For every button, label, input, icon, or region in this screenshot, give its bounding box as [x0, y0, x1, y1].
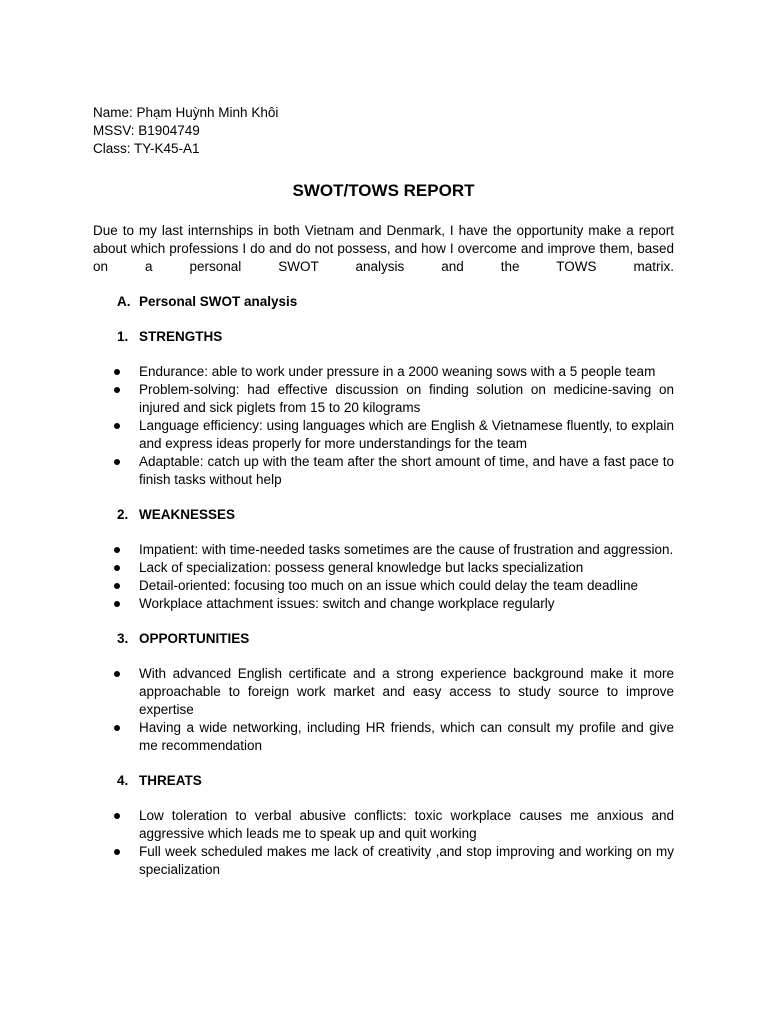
student-class: Class: TY-K45-A1 — [93, 141, 200, 156]
bullet-icon — [114, 813, 120, 819]
section-a-heading — [93, 293, 674, 311]
bullet-icon — [114, 565, 120, 571]
opportunities-heading — [93, 630, 674, 648]
bullet-icon — [114, 725, 120, 731]
list-item: Adaptable: catch up with the team after the short amount of time, and have a fast pace to finish tasks without help — [93, 453, 674, 489]
opportunities-list — [93, 665, 674, 755]
threats-heading — [93, 772, 674, 790]
bullet-icon — [114, 601, 120, 607]
list-item: Full week scheduled makes me lack of creativity ,and stop improving and working on my specialization — [93, 843, 674, 879]
bullet-icon — [114, 547, 120, 553]
list-item: Language efficiency: using languages which are English & Vietnamese fluently, to explain and express ideas properly for more understandings for the team — [93, 417, 674, 453]
weaknesses-heading — [93, 506, 674, 524]
section-number: 4. — [117, 773, 129, 788]
bullet-icon — [114, 849, 120, 855]
weaknesses-list — [93, 541, 674, 613]
threats-list — [93, 807, 674, 879]
list-item: Having a wide networking, including HR friends, which can consult my profile and give me recommendation — [93, 719, 674, 755]
strengths-list — [93, 363, 674, 489]
section-number: 2. — [117, 507, 129, 522]
list-item: Endurance: able to work under pressure in a 2000 weaning sows with a 5 people team — [93, 363, 674, 381]
bullet-icon — [114, 671, 120, 677]
section-label: OPPORTUNITIES — [139, 631, 250, 646]
bullet-icon — [114, 423, 120, 429]
bullet-icon — [114, 459, 120, 465]
report-title: SWOT/TOWS REPORT — [292, 181, 475, 200]
section-a-marker: A. — [117, 294, 131, 309]
intro-paragraph: Due to my last internships in both Vietnam and Denmark, I have the opportunity make a report about which professions I do and do not possess, and how I overcome and improve them, based on a personal SWOT analysis and the TOWS matrix. — [93, 223, 674, 274]
section-label: WEAKNESSES — [139, 507, 236, 522]
list-item: With advanced English certificate and a strong experience background make it more approachable to foreign work market and easy access to study source to improve expertise — [93, 665, 674, 719]
student-id: MSSV: B1904749 — [93, 123, 200, 138]
list-item: Lack of specialization: possess general knowledge but lacks specialization — [93, 559, 674, 577]
list-item: Low toleration to verbal abusive conflicts: toxic workplace causes me anxious and aggressive which leads me to speak up and quit working — [93, 807, 674, 843]
strengths-heading — [93, 328, 674, 346]
list-item: Impatient: with time-needed tasks sometimes are the cause of frustration and aggression. — [93, 541, 674, 559]
section-label: THREATS — [139, 773, 202, 788]
section-a-label: Personal SWOT analysis — [139, 294, 298, 309]
bullet-icon — [114, 387, 120, 393]
section-number: 1. — [117, 329, 129, 344]
student-name: Name: Phạm Huỳnh Minh Khôi — [93, 105, 279, 120]
list-item: Problem-solving: had effective discussion on finding solution on medicine-saving on injured and sick piglets from 15 to 20 kilograms — [93, 381, 674, 417]
section-number: 3. — [117, 631, 129, 646]
list-item: Workplace attachment issues: switch and change workplace regularly — [93, 595, 674, 613]
bullet-icon — [114, 583, 120, 589]
bullet-icon — [114, 369, 120, 375]
section-label: STRENGTHS — [139, 329, 223, 344]
list-item: Detail-oriented: focusing too much on an issue which could delay the team deadline — [93, 577, 674, 595]
